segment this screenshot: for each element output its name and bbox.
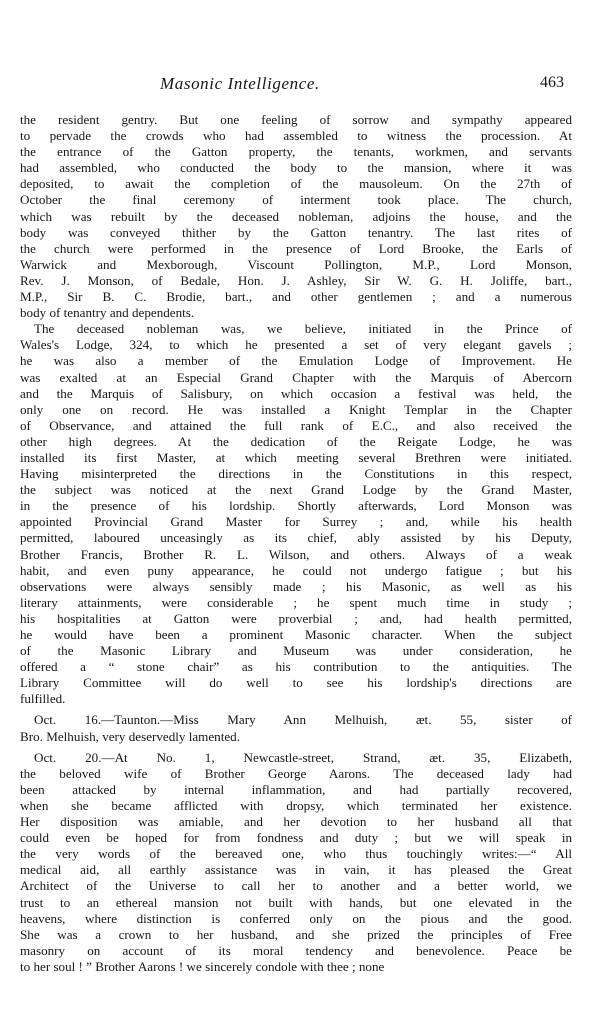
paragraph [20, 112, 572, 321]
text-line: only one on record. He was installed a Knight Templar in the Chapter [20, 401, 572, 417]
text-line: the very words of the bereaved one, who thus touchingly writes:—“ All [20, 846, 572, 862]
text-line: the beloved wife of Brother George Aarons. The deceased lady had [20, 765, 572, 781]
text-line: other high degrees. At the dedication of the Reigate Lodge, he was [20, 433, 572, 449]
text-line: to pervade the crowds who had assembled to witness the procession. At [20, 128, 572, 144]
text-line: deposited, to await the completion of the mausoleum. On the 27th of [20, 176, 572, 192]
text-line: the entrance of the Gatton property, the tenants, workmen, and servants [20, 144, 572, 160]
text-line: to her soul ! ” Brother Aarons ! we sincerely condole with thee ; none [20, 958, 385, 974]
text-line: Library Committee will do well to see his lordship's directions are [20, 675, 572, 691]
text-line: October the final ceremony of interment took place. The church, [20, 192, 572, 208]
text-line: and the Marquis of Salisbury, on which occasion a festival was held, the [20, 385, 572, 401]
text-line: Wales's Lodge, 324, to which he presented a set of very elegant gavels ; [20, 337, 572, 353]
text-line: the resident gentry. But one feeling of sorrow and sympathy appeared [20, 112, 572, 127]
text-line: he would have been a prominent Masonic character. When the subject [20, 627, 572, 642]
text-line: body of tenantry and dependents. [20, 305, 195, 321]
text-line: Having misinterpreted the directions in the Constitutions in this respect, [20, 466, 572, 482]
running-head [20, 74, 572, 98]
text-line: when she became afflicted with dropsy, which terminated her existence. [20, 797, 572, 813]
page-number: 463 [540, 74, 564, 91]
text-line: appointed Provincial Grand Master for Surrey ; and, while his health [20, 514, 572, 530]
text-line: could even be hoped for from fondness and duty ; but we will speak in [20, 830, 572, 846]
paragraph [20, 745, 572, 975]
text-line: masonry on account of its moral tendency and benevolence. Peace be [20, 942, 572, 958]
text-line: he was also a member of the Emulation Lodge of Improvement. He [20, 353, 572, 369]
text-line: trust to an ethereal mansion not built with hands, but one elevated in the [20, 894, 572, 910]
text-line: habit, and even puny appearance, he could not undergo fatigue ; but his [20, 562, 572, 578]
paragraph [20, 707, 572, 744]
text-line: Oct. 20.—At No. 1, Newcastle-street, Strand, æt. 35, Elizabeth, [34, 749, 572, 765]
text-line: observations were always sensibly made ; his Masonic, as well as his [20, 578, 572, 594]
article-body [20, 112, 572, 975]
text-line: in the presence of his lordship. Shortly afterwards, Lord Monson was [20, 498, 572, 514]
text-line: had assembled, who conducted the body to the mansion, where it was [20, 160, 572, 176]
text-line: permitted, laboured unceasingly as its chief, ably assisted by his Deputy, [20, 530, 572, 546]
text-line: medical aid, all earthly assistance was in vain, it has pleased the Great [20, 862, 572, 878]
text-line: Architect of the Universe to call her to another and a better world, we [20, 878, 572, 894]
text-line: Oct. 16.—Taunton.—Miss Mary Ann Melhuish, æt. 55, sister of [34, 712, 572, 728]
text-line: his hospitalities at Gatton were proverbial ; and, had health permitted, [20, 610, 572, 626]
text-line: Warwick and Mexborough, Viscount Pollington, M.P., Lord Monson, [20, 256, 572, 272]
text-line: was exalted at an Especial Grand Chapter with the Marquis of Abercorn [20, 369, 572, 385]
text-line: fulfilled. [20, 691, 66, 707]
text-line: body was conveyed thither by the Gatton tenantry. The last rites of [20, 224, 572, 240]
text-line: Her disposition was amiable, and her devotion to her husband all that [20, 814, 572, 830]
text-line: which was rebuilt by the deceased nobleman, adjoins the house, and the [20, 208, 572, 224]
text-line: The deceased nobleman was, we believe, initiated in the Prince of [34, 321, 572, 337]
text-line: of the Masonic Library and Museum was under consideration, he [20, 643, 572, 659]
text-line: literary attainments, were considerable ; he spent much time in study ; [20, 594, 572, 610]
text-line: the church were performed in the presence of Lord Brooke, the Earls of [20, 240, 572, 256]
text-line: heavens, where distinction is conferred only on the pious and the good. [20, 910, 572, 926]
text-line: Brother Francis, Brother R. L. Wilson, and others. Always of a weak [20, 546, 572, 562]
text-line: She was a crown to her husband, and she prized the principles of Free [20, 926, 572, 942]
text-line: Rev. J. Monson, of Bedale, Hon. J. Ashley, Sir W. G. H. Joliffe, bart., [20, 272, 572, 288]
running-title: Masonic Intelligence. [160, 74, 320, 93]
text-line: offered a “ stone chair” as his contribution to the antiquities. The [20, 659, 572, 675]
paragraph [20, 321, 572, 707]
text-line: the subject was noticed at the next Grand Lodge by the Grand Master, [20, 482, 572, 498]
text-line: been attacked by internal inflammation, and had partially recovered, [20, 781, 572, 797]
text-line: M.P., Sir B. C. Brodie, bart., and other gentlemen ; and a numerous [20, 289, 572, 305]
text-line: of Observance, and attained the full rank of E.C., and also received the [20, 417, 572, 433]
text-line: Bro. Melhuish, very deservedly lamented. [20, 728, 240, 744]
text-line: installed its first Master, at which meeting several Brethren were initiated. [20, 449, 572, 465]
